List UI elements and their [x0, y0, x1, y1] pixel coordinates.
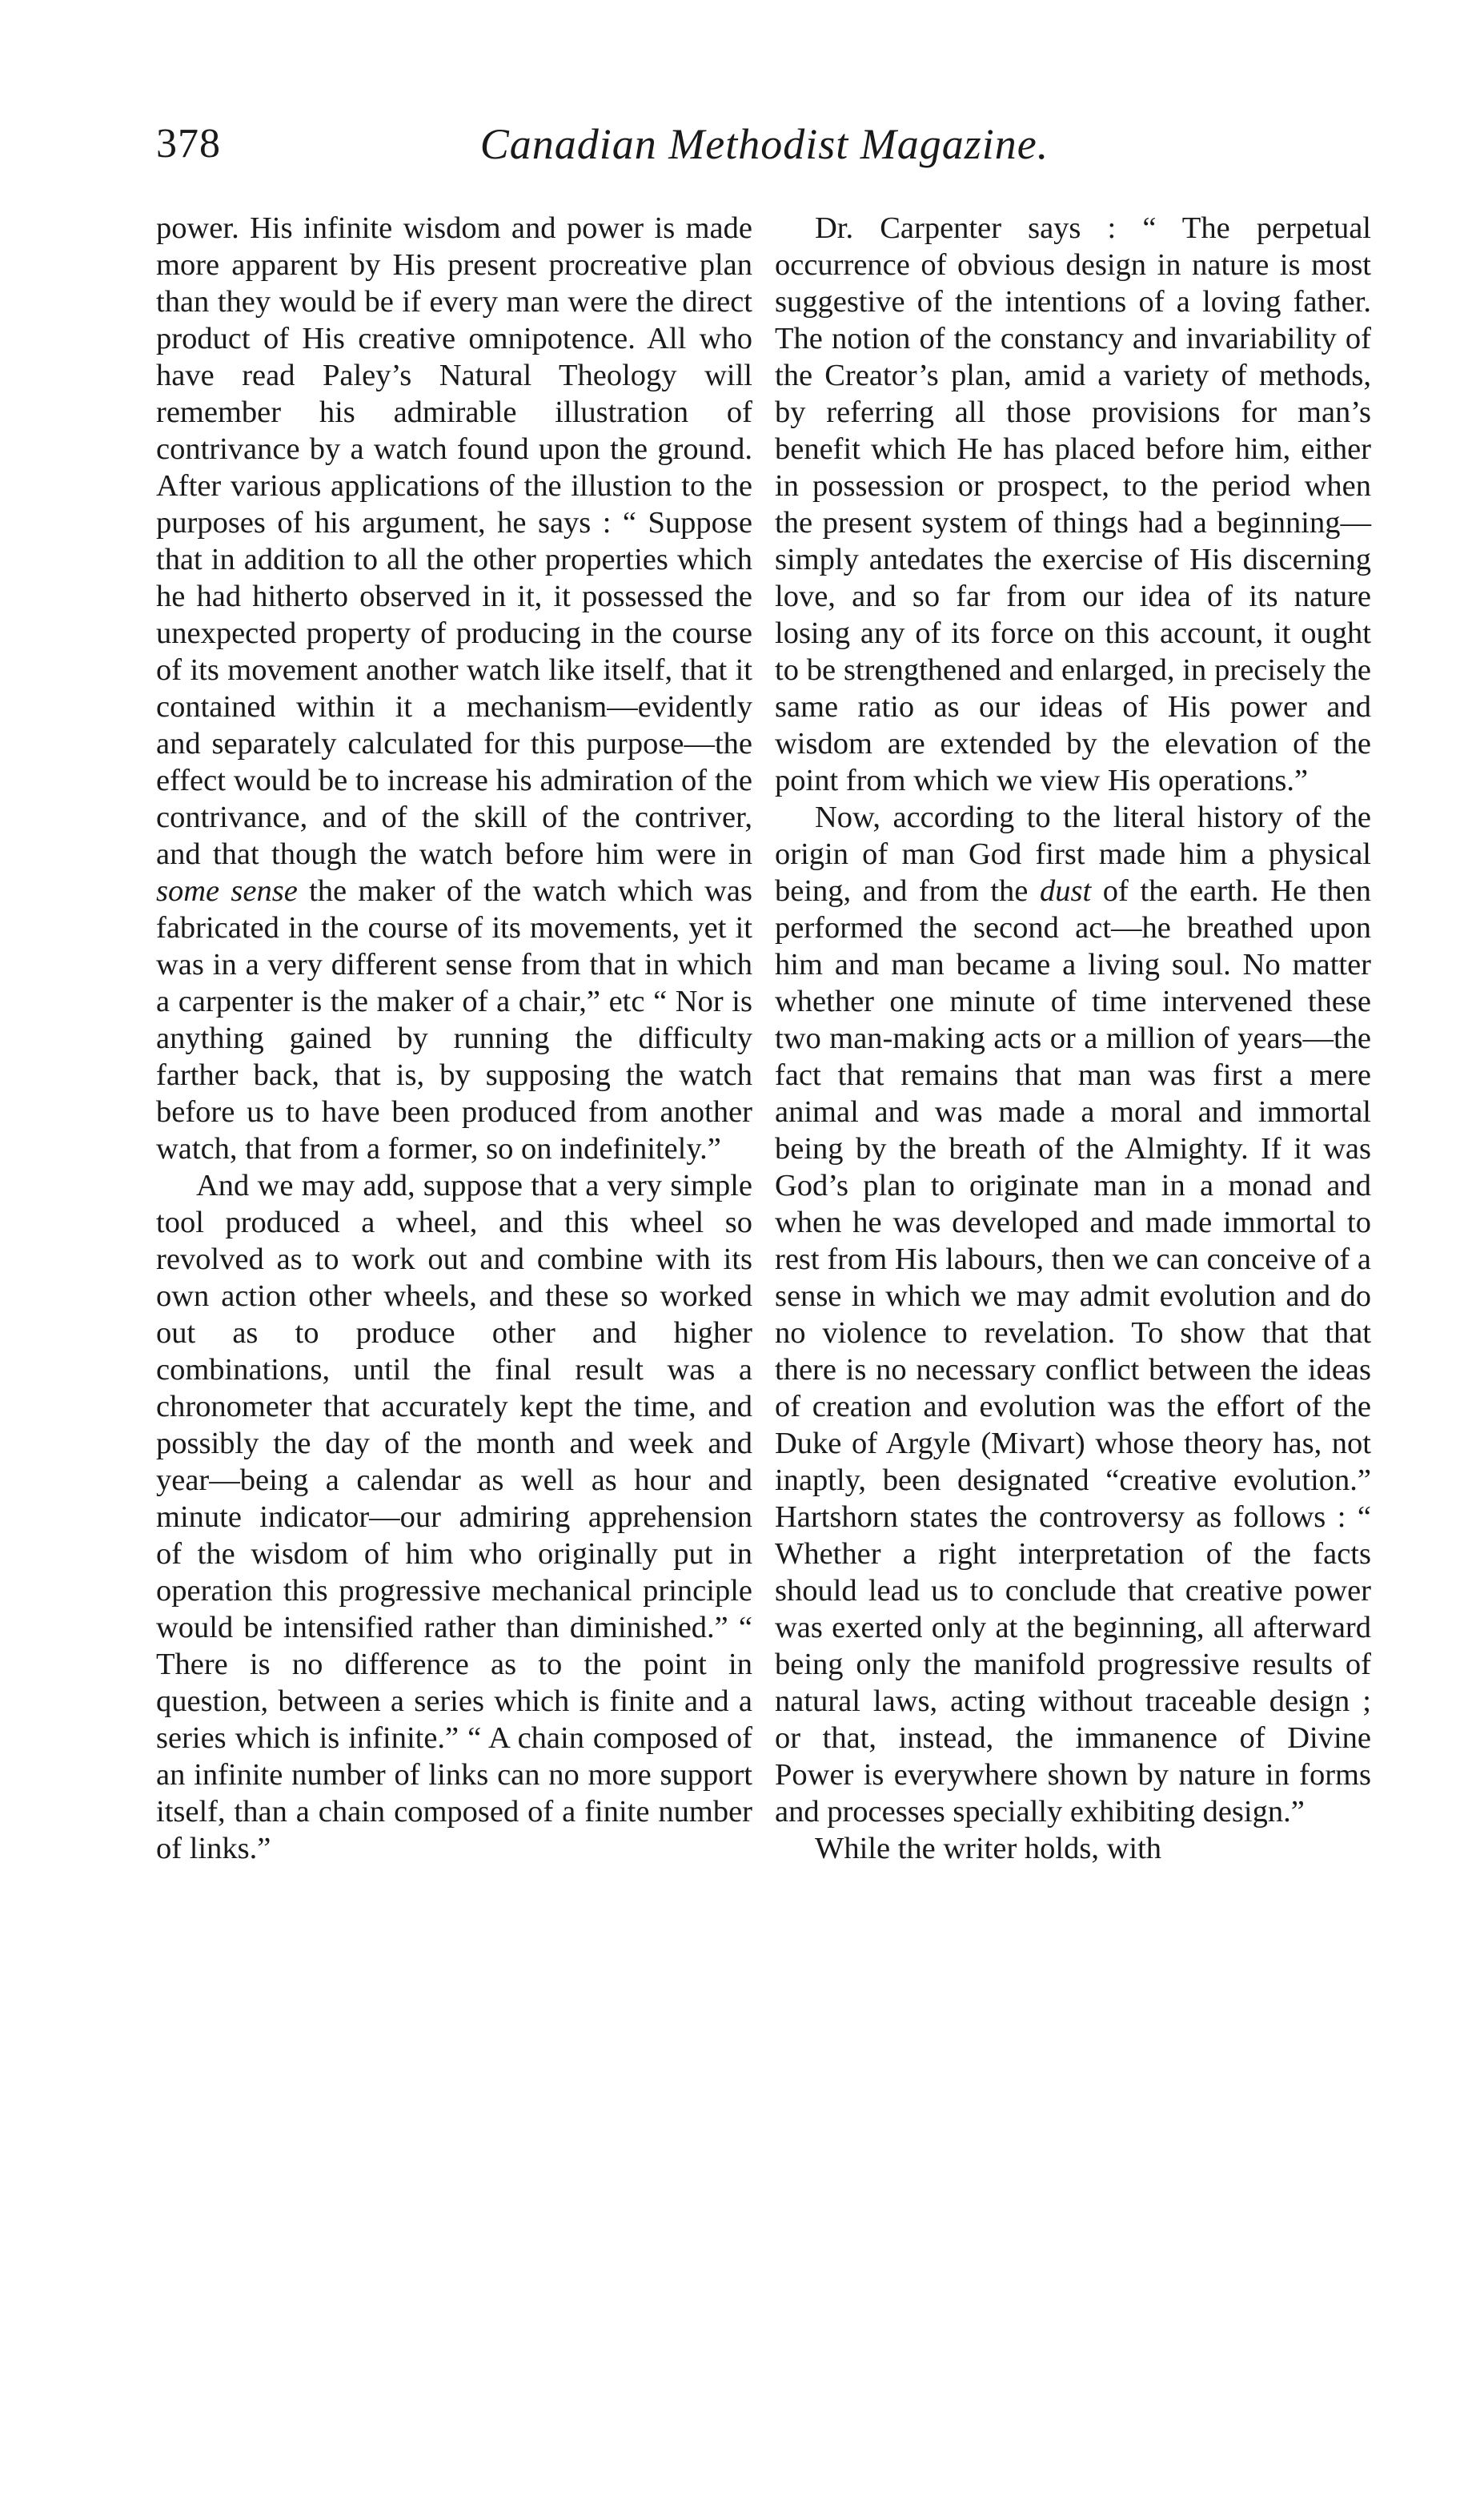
page-header: [156, 118, 1373, 183]
right-paragraph-2: [775, 799, 1371, 1830]
right-p2-text-a: Now, according to the literal history of the origin of man God first made him a physical being, and from the: [775, 801, 1371, 908]
left-p1-italic: some sense: [156, 874, 298, 908]
left-p1-text-b: the maker of the watch which was fabricated in the course of its movements, yet it was in a very different sense from that in which a carpenter is the maker of a chair,” etc “ Nor is anything gained by running the difficulty farther back, that is, by supposing the watch before us to have been produced from another watch, that from a former, so on indefinitely.”: [156, 874, 752, 1166]
right-paragraph-1: Dr. Carpenter says : “ The perpetual occurrence of obvious design in nature is most suggestive of the intentions of a loving father. The notion of the constancy and invariability of the Creator’s plan, amid a variety of methods, by referring all those provisions for man’s benefit which He has placed before him, either in possession or prospect, to the period when the present system of things had a beginning—simply antedates the exercise of His discerning love, and so far from our idea of its nature losing any of its force on this account, it ought to be strengthened and enlarged, in precisely the same ratio as our ideas of His power and wisdom are extended by the elevation of the point from which we view His operations.”: [775, 211, 1371, 797]
right-p2-italic: dust: [1040, 874, 1092, 908]
page-number: 378: [156, 121, 221, 167]
right-p2-text-b: of the earth. He then performed the second act—he breathed upon him and man became a living soul. No matter whether one minute of time intervened these two man-making acts or a million of years—the fact that remains that man was first a mere animal and was made a moral and immortal being by the breath of the Almighty. If it was God’s plan to originate man in a monad and when he was developed and made immortal to rest from His labours, then we can conceive of a sense in which we may admit evolution and do no violence to revelation. To show that that there is no necessary conflict between the ideas of creation and evolution was the effort of the Duke of Argyle (Mivart) whose theory has, not inaptly, been designated “creative evolution.” Hartshorn states the controversy as follows : “ Whether a right interpretation of the facts should lead us to conclude that creative power was exerted only at the beginning, all afterward being only the manifold progressive results of natural laws, acting without traceable design ; or that, instead, the immanence of Divine Power is everywhere shown by nature in forms and processes specially exhibiting design.”: [775, 874, 1371, 1829]
right-column: [775, 210, 1371, 1867]
left-column: [156, 210, 752, 1867]
left-paragraph-1: [156, 210, 752, 1167]
right-paragraph-3: While the writer holds, with: [815, 1832, 1162, 1865]
left-paragraph-2: And we may add, suppose that a very simple tool produced a wheel, and this wheel so revolved as to work out and combine with its own action other wheels, and these so worked out as to produce other and higher combinations, until the final result was a chronometer that accurately kept the time, and possibly the day of the month and week and year—being a calendar as well as hour and minute indicator—our admiring apprehension of the wisdom of him who originally put in operation this progressive mechanical principle would be intensified rather than diminished.” “ There is no difference as to the point in question, between a series which is finite and a series which is infinite.” “ A chain composed of an infinite number of links can no more support itself, than a chain composed of a finite number of links.”: [156, 1169, 752, 1865]
running-title: Canadian Methodist Magazine.: [479, 120, 1049, 168]
left-p1-text-a: power. His infinite wisdom and power is made more apparent by His present procreative plan than they would be if every man were the direct product of His creative omnipotence. All who have read Paley’s Natural Theology will remember his admirable illustration of contrivance by a watch found upon the ground. After various applications of the illustion to the purposes of his argument, he says : “ Suppose that in addition to all the other properties which he had hitherto observed in it, it possessed the unexpected property of producing in the course of its movement another watch like itself, that it contained within it a mechanism—evidently and separately calculated for this purpose—the effect would be to increase his admiration of the contrivance, and of the skill of the contriver, and that though the watch before him were in: [156, 211, 752, 871]
